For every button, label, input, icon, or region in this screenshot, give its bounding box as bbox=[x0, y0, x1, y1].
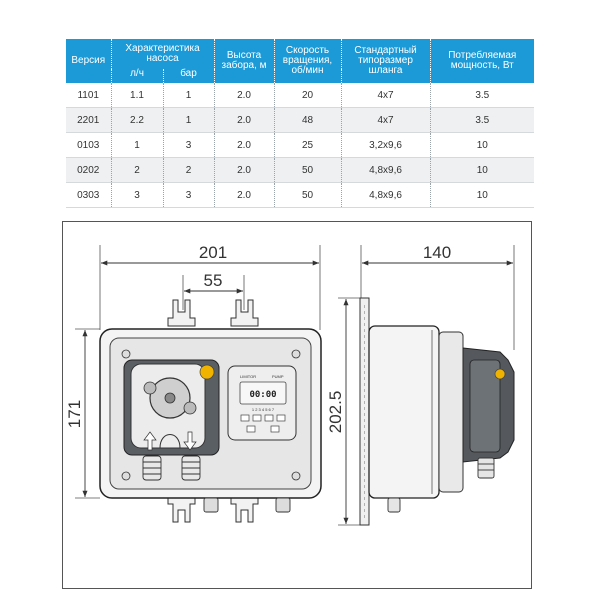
cell-hose: 4,8x9,6 bbox=[341, 183, 430, 208]
cell-height: 2.0 bbox=[214, 83, 274, 108]
header-power: Потребляемая мощность, Вт bbox=[430, 39, 534, 83]
cell-pressure: 3 bbox=[163, 183, 214, 208]
rotation-icon bbox=[200, 365, 214, 379]
front-view bbox=[65, 243, 321, 522]
cell-flow: 2.2 bbox=[111, 108, 163, 133]
header-pressure-unit: бар bbox=[163, 69, 214, 83]
lid-side bbox=[439, 332, 463, 492]
header-pump-spec: Характеристика насоса bbox=[111, 39, 214, 69]
cell-power: 10 bbox=[476, 189, 488, 201]
mounting-plate bbox=[360, 298, 369, 525]
panel-brand: LIMITOR bbox=[240, 374, 257, 379]
control-panel bbox=[228, 366, 296, 440]
cell-version: 0202 bbox=[66, 158, 111, 183]
cell-height: 2.0 bbox=[214, 133, 274, 158]
cell-version: 2201 bbox=[66, 108, 111, 133]
side-view bbox=[326, 243, 514, 525]
pump-head bbox=[124, 360, 219, 455]
cell-power: 3.5 bbox=[430, 108, 534, 133]
cell-version: 1101 bbox=[66, 83, 111, 108]
header-version: Версия bbox=[66, 39, 111, 83]
cell-flow: 2 bbox=[111, 158, 163, 183]
header-speed: Скорость вращения, об/мин bbox=[274, 39, 341, 83]
cell-flow: 1 bbox=[111, 133, 163, 158]
top-mounting-brackets bbox=[168, 300, 258, 326]
dim-width-label: 201 bbox=[198, 243, 228, 262]
cell-power: 10 bbox=[476, 139, 488, 151]
cell-pressure: 2 bbox=[163, 158, 214, 183]
header-flow-unit: л/ч bbox=[111, 69, 163, 83]
pump-head-side bbox=[463, 348, 514, 462]
cell-pressure: 1 bbox=[163, 83, 214, 108]
cell-version: 0103 bbox=[66, 133, 111, 158]
cell-speed: 25 bbox=[274, 133, 341, 158]
header-hose-size: Стандартный типоразмер шланга bbox=[341, 39, 430, 83]
cell-power: 10 bbox=[430, 158, 534, 183]
cell-speed: 50 bbox=[274, 158, 341, 183]
cell-pressure: 1 bbox=[163, 108, 214, 133]
cell-power: 3.5 bbox=[475, 89, 490, 101]
dim-bracket-label: 55 bbox=[203, 271, 223, 290]
header-suction-height: Высота забора, м bbox=[214, 39, 274, 83]
cell-speed: 50 bbox=[274, 183, 341, 208]
enclosure-side bbox=[369, 326, 439, 498]
cell-hose: 4x7 bbox=[341, 83, 430, 108]
cell-height: 2.0 bbox=[214, 158, 274, 183]
lcd-value: 00:00 bbox=[249, 390, 277, 400]
cell-flow: 1.1 bbox=[111, 83, 163, 108]
panel-keys-legend: 1 2 3 4 5 6 7 bbox=[251, 407, 275, 412]
cell-height: 2.0 bbox=[214, 183, 274, 208]
cell-flow: 3 bbox=[111, 183, 163, 208]
dim-depth-label: 140 bbox=[422, 243, 452, 262]
cell-hose: 4,8x9,6 bbox=[341, 158, 430, 183]
panel-model: PUMP bbox=[272, 374, 284, 379]
cell-version: 0303 bbox=[66, 183, 111, 208]
cell-speed: 48 bbox=[274, 108, 341, 133]
cell-speed: 20 bbox=[274, 83, 341, 108]
cell-hose: 3,2x9,6 bbox=[341, 133, 430, 158]
dim-total-height-label: 202.5 bbox=[326, 390, 345, 434]
cell-hose: 4x7 bbox=[341, 108, 430, 133]
dim-height-label: 171 bbox=[65, 399, 84, 429]
cell-height: 2.0 bbox=[214, 108, 274, 133]
cell-pressure: 3 bbox=[163, 133, 214, 158]
